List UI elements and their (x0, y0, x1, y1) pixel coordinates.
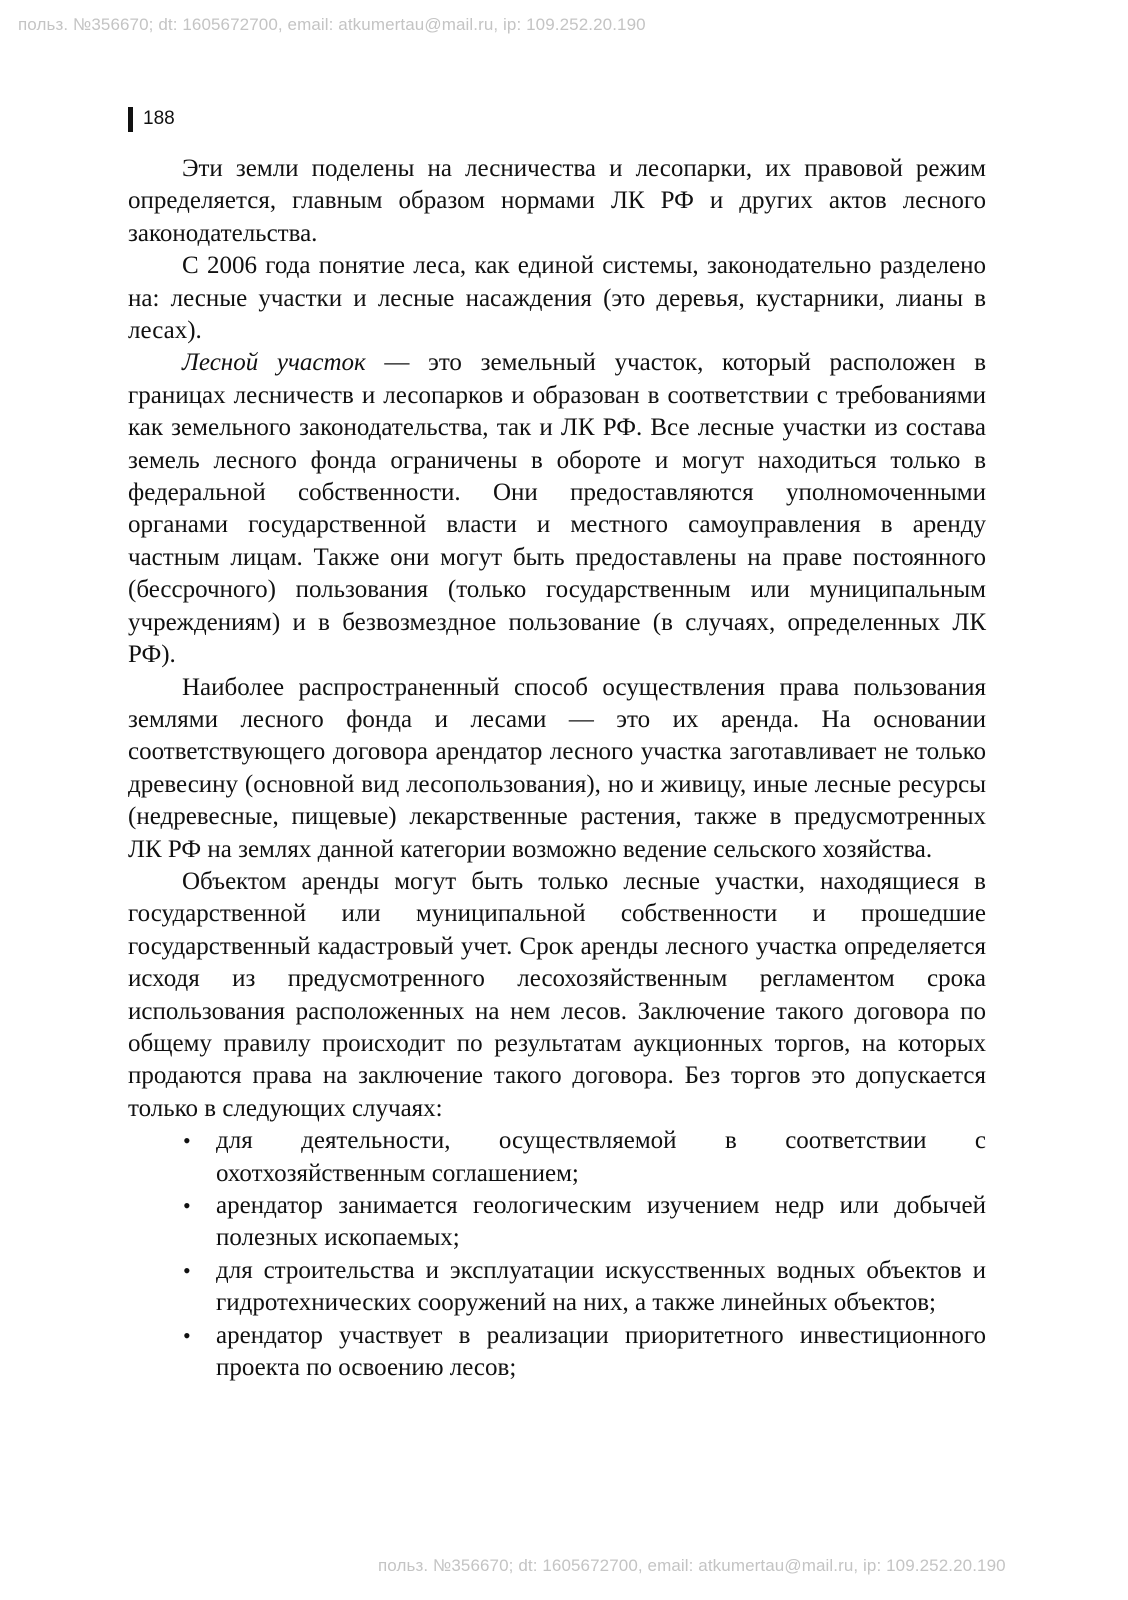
paragraph-1: Эти земли поделены на лесничества и лесопарки, их правовой режим определяется, главным образом нормами ЛК РФ и других актов лесного законодательства. (128, 155, 986, 247)
page-body (128, 153, 986, 1384)
paragraph-3 (128, 347, 986, 671)
bullet-icon: • (183, 1128, 191, 1154)
list-item (183, 1255, 986, 1320)
watermark-top: польз. №356670; dt: 1605672700, email: atkumertau@mail.ru, ip: 109.252.20.190 (18, 15, 646, 34)
list-item (183, 1190, 986, 1255)
bullet-icon: • (183, 1257, 191, 1283)
bullet-icon: • (183, 1193, 191, 1218)
paragraph-4: Наиболее распространенный способ осуществления права пользования землями лесного фонда и лесами — это их аренда. На основании соответствующего договора арендатор лесного участка заготавливает не только древесину (основной вид лесопользования), но и живицу, иные лесные ресурсы (недревесные, пищевые) лекарственные растения, также в предусмотренных ЛК РФ на землях данной категории возможно ведение сельского хозяйства. (128, 673, 986, 863)
list-item-text: арендатор участвует в реализации приоритетного инвестиционного проекта по освоению лесов; (216, 1321, 986, 1382)
paragraph-2: С 2006 года понятие леса, как единой системы, законодательно разделено на: лесные участки и лесные насаждения (это деревья, кустарники, лианы в лесах). (128, 252, 986, 345)
list-item (183, 1320, 986, 1385)
list-item-text: арендатор занимается геологическим изучением недр или добычей полезных ископаемых; (216, 1192, 986, 1252)
list-item (183, 1125, 986, 1190)
term-forest-plot: Лесной участок (182, 349, 366, 377)
page-number-bar (128, 107, 133, 132)
bullet-icon: • (183, 1322, 191, 1348)
page-number-text: 188 (143, 108, 175, 129)
exceptions-list (128, 1125, 986, 1384)
paragraph-5: Объектом аренды могут быть только лесные участки, находящиеся в государственной или муниципальной собственности и прошедшие государственный кадастровый учет. Срок аренды лесного участка определяется исходя из предусмотренного лесохозяйственным регламентом срока использования расположенных на нем лесов. Заключение такого договора по общему правилу происходит по результатам аукционных торгов, на которых продаются права на заключение такого договора. Без торгов это допускается только в следующих случаях: (128, 867, 986, 1122)
paragraph-3-text: — это земельный участок, который расположен в границах лесничеств и лесопарков и образован в соответствии с требованиями как земельного законодательства, так и ЛК РФ. Все лесные участки из состава земель лесного фонда ограничены в обороте и могут находиться только в федеральной собственности. Они предоставляются уполномоченными органами государственной власти и местного самоуправления в аренду частным лицам. Также они могут быть предоставлены на праве постоянного (бессрочного) пользования (только государственным или муниципальным учреждениям) и в безвозмездное пользование (в случаях, определенных ЛК РФ). (128, 349, 986, 669)
watermark-bottom: польз. №356670; dt: 1605672700, email: atkumertau@mail.ru, ip: 109.252.20.190 (378, 1556, 1006, 1575)
list-item-text: для строительства и эксплуатации искусственных водных объектов и гидротехнических сооружений на них, а также линейных объектов; (216, 1256, 986, 1317)
page-number (128, 106, 175, 132)
list-item-text: для деятельности, осуществляемой в соответствии с охотхозяйственным соглашением; (216, 1127, 986, 1187)
